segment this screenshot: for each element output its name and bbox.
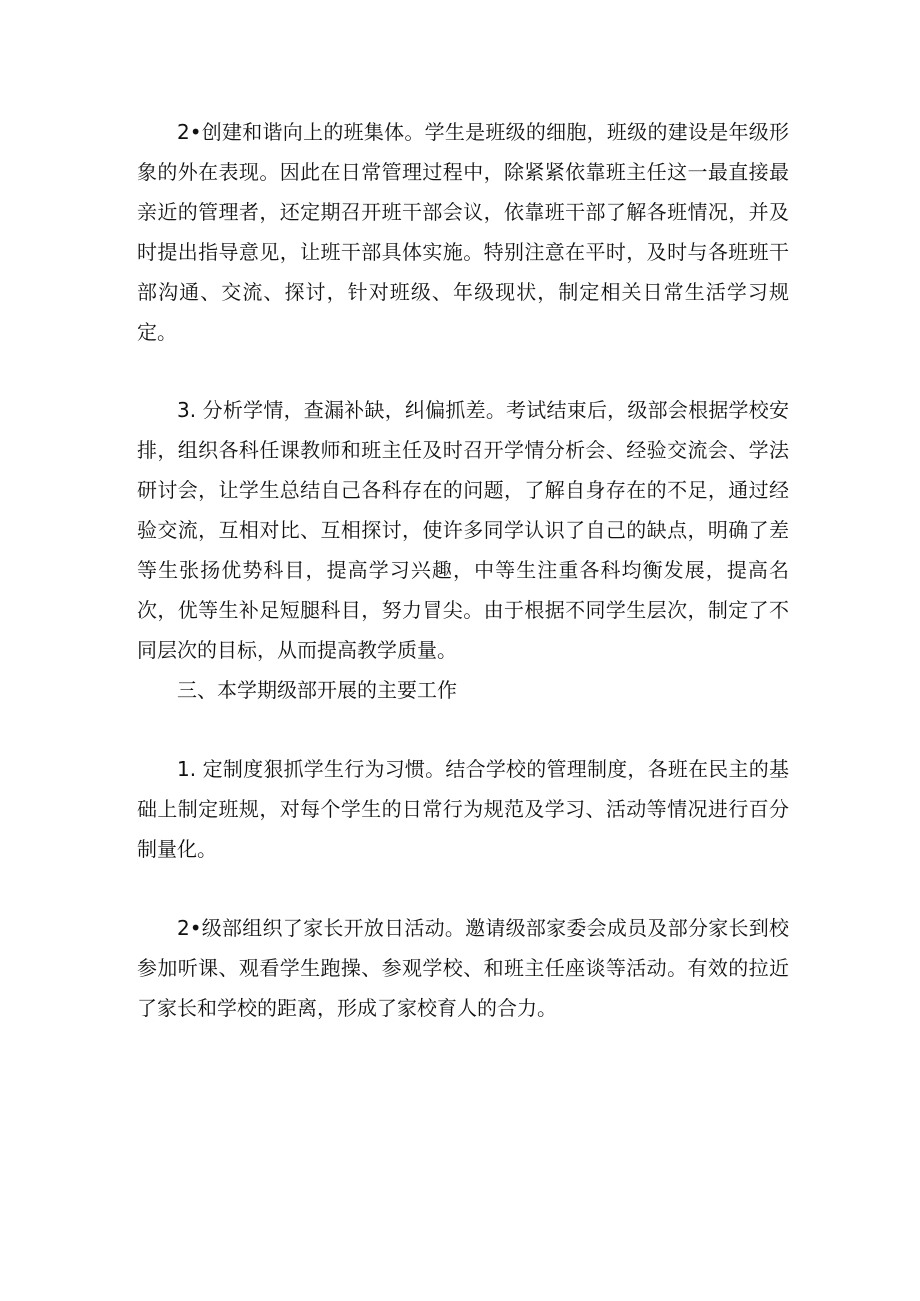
section-heading-main-work: 三、本学期级部开展的主要工作: [177, 678, 457, 702]
paragraph-behavior-rules: 1. 定制度狠抓学生行为习惯。结合学校的管理制度，各班在民主的基础上制定班规，对每个学生的日常行为规范及学习、活动等情况进行百分制量化。: [137, 757, 789, 861]
paragraph-class-collective: 2•创建和谐向上的班集体。学生是班级的细胞，班级的建设是年级形象的外在表现。因此在日常管理过程中，除紧紧依靠班主任这一最直接最亲近的管理者，还定期召开班干部会议，依靠班干部了解各班情况，并及时提出指导意见，让班干部具体实施。特别注意在平时，及时与各班班干部沟通、交流、探讨，针对班级、年级现状，制定相关日常生活学习规定。: [137, 120, 789, 344]
document-body: [137, 112, 789, 1028]
paragraph-learning-analysis: 3. 分析学情，查漏补缺，纠偏抓差。考试结束后，级部会根据学校安排，组织各科任课教师和班主任及时召开学情分析会、经验交流会、学法研讨会，让学生总结自己各科存在的问题，了解自身存在的不足，通过经验交流，互相对比、互相探讨，使许多同学认识了自己的缺点，明确了差等生张扬优势科目，提高学习兴趣，中等生注重各科均衡发展，提高名次，优等生补足短腿科目，努力冒尖。由于根据不同学生层次，制定了不同层次的目标，从而提高教学质量。: [137, 398, 789, 662]
paragraph-parent-open-day: 2•级部组织了家长开放日活动。邀请级部家委会成员及部分家长到校参加听课、观看学生跑操、参观学校、和班主任座谈等活动。有效的拉近了家长和学校的距离，形成了家校育人的合力。: [137, 916, 789, 1020]
